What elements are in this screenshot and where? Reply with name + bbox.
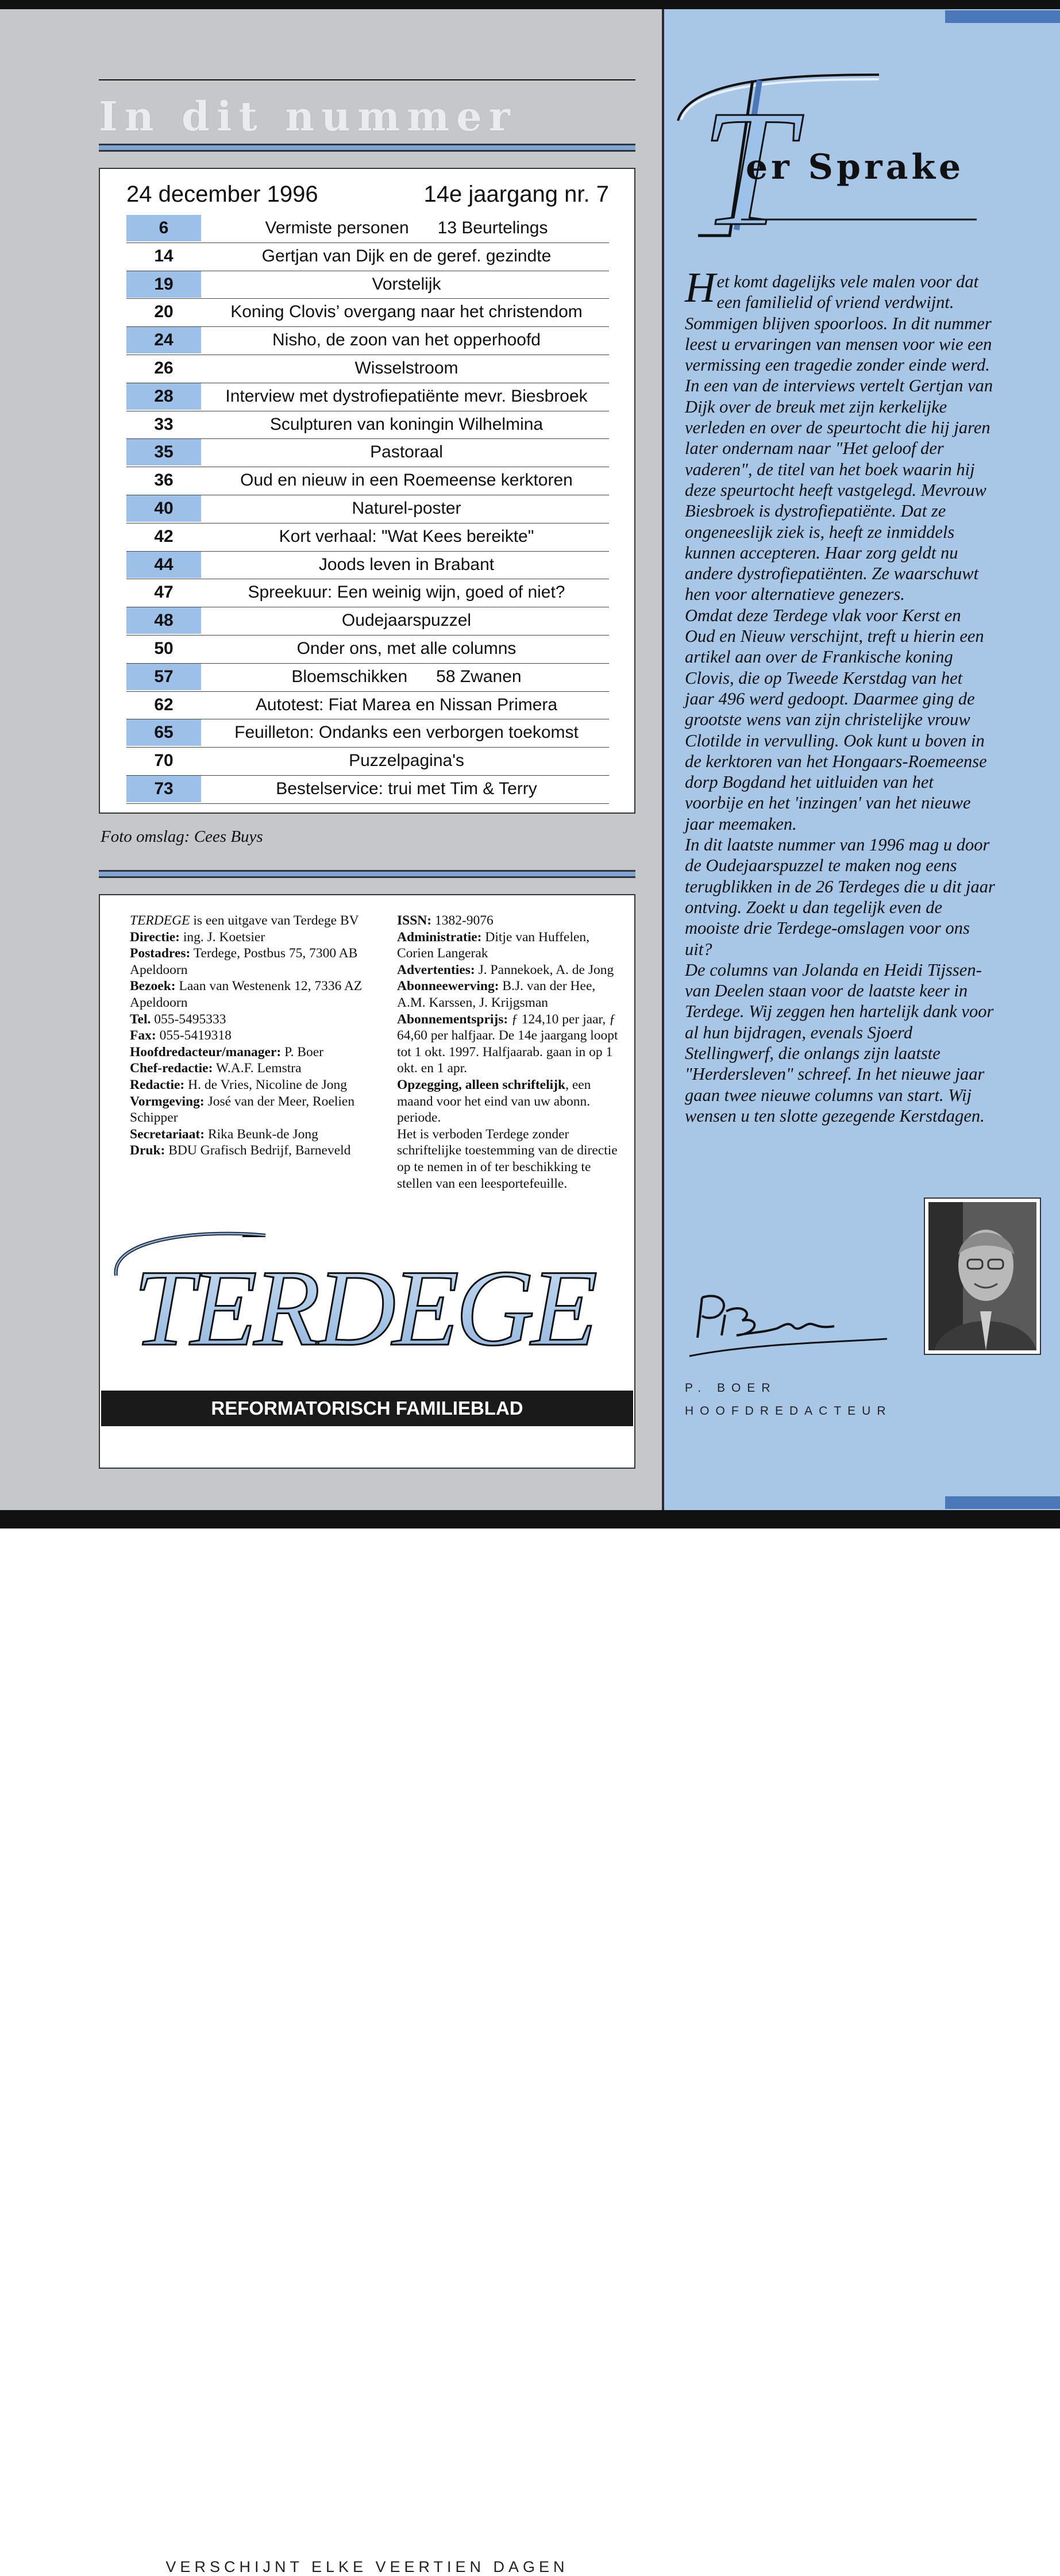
toc-page-number: 48 xyxy=(126,607,201,634)
colophon-column-2 xyxy=(397,912,621,1192)
colophon-value: , een maand voor het eind van uw abonn. periode. xyxy=(397,1077,591,1126)
colophon-entry xyxy=(130,1027,383,1044)
ter-sprake-letter: T xyxy=(701,76,794,253)
colophon-column-1 xyxy=(130,912,383,1159)
colophon-label: Redactie: xyxy=(130,1077,185,1092)
toc-page-number: 26 xyxy=(154,358,174,378)
colophon-entry xyxy=(130,945,383,978)
colophon-entry xyxy=(130,1126,383,1143)
toc-page-number: 14 xyxy=(154,246,174,265)
colophon-entry xyxy=(130,1077,383,1093)
toc-article-title: Naturel-poster xyxy=(352,498,461,518)
toc-row xyxy=(126,776,609,804)
colophon-value: Rika Beunk-de Jong xyxy=(205,1126,318,1142)
author-photo xyxy=(925,1199,1040,1354)
toc-row xyxy=(126,355,609,383)
colophon-label: Postadres: xyxy=(130,946,191,961)
toc-page-number: 70 xyxy=(154,751,174,771)
toc-row xyxy=(126,411,609,440)
colophon-value: 055-5419318 xyxy=(156,1028,232,1044)
toc-page-number: 24 xyxy=(126,327,201,353)
colophon-value: J. Pannekoek, A. de Jong xyxy=(475,962,614,977)
toc-page-number: 20 xyxy=(154,302,174,322)
toc-article-title: Vermiste personen 13 Beurtelings xyxy=(265,218,548,237)
section-title: In dit nummer xyxy=(99,93,517,140)
toc-row xyxy=(126,636,609,664)
colophon-label: Tel. xyxy=(130,1011,151,1027)
colophon-value: H. de Vries, Nicoline de Jong xyxy=(184,1077,347,1092)
toc-row xyxy=(126,215,609,243)
colophon-label: Directie: xyxy=(130,929,180,945)
colophon-value: W.A.F. Lemstra xyxy=(213,1061,302,1076)
editorial-paragraph-text: In een van de interviews vertelt Gertjan van Dijk over de breuk met zijn kerkelijke verleden en over de speurtocht die hij jaren later ondernam naar "Het geloof der vaderen", de titel van het boek waarin hij deze speurtocht heeft vastgelegd. Mevrouw Biesbroek is dystrofiepatiënte. Dat ze ongeneeslijk ziek is, heeft ze inmiddels kunnen accepteren. Haar zorg geldt nu andere dystrofiepatiënten. Ze waarschuwt hen voor alternatieve genezers. xyxy=(685,376,993,604)
colophon-entry xyxy=(397,1077,621,1126)
toc-page-number: 47 xyxy=(154,583,174,602)
colophon-entry xyxy=(130,1142,383,1159)
colophon-value: Ditje van Huffelen, Corien Langerak xyxy=(397,929,590,961)
toc-article-title: Gertjan van Dijk en de geref. gezindte xyxy=(261,246,552,265)
toc-page-number: 28 xyxy=(126,383,201,410)
colophon-label: Fax: xyxy=(130,1028,156,1044)
toc-article-title: Nisho, de zoon van het opperhoofd xyxy=(272,330,541,350)
toc-article-title: Oudejaarspuzzel xyxy=(341,611,472,630)
toc-article-title: Puzzelpagina's xyxy=(349,751,464,771)
colophon-label: TERDEGE xyxy=(130,913,190,928)
colophon-entry xyxy=(130,978,383,1011)
toc-row xyxy=(126,552,609,580)
colophon-box xyxy=(99,894,635,1469)
colophon-entry xyxy=(397,1011,621,1077)
colophon-entry xyxy=(397,929,621,962)
toc-blue-rule xyxy=(99,144,635,152)
drop-cap: H xyxy=(685,264,716,311)
toc-page-number: 6 xyxy=(126,215,201,241)
editorial-paragraph-text: De columns van Jolanda en Heidi Tijssen-van Deelen staan voor de laatste keer in Terdege. Wij zeggen hen hartelijk dank voor al hun bijdragen, evenals Sjoerd Stellingwerf, die onlangs zijn laatste "Herdersleven" schreef. In het nieuwe jaar gaan twee nieuwe columns van start. Wij wensen u ten slotte gezegende Kerstdagen. xyxy=(685,960,994,1126)
editorial-paragraph xyxy=(685,264,995,375)
colophon-entry xyxy=(397,912,621,929)
colophon-entry xyxy=(130,1044,383,1061)
toc-page-number: 65 xyxy=(126,719,201,746)
editorial-paragraph-text: et komt dagelijks vele malen voor dat een familielid of vriend verdwijnt. Sommigen blijven spoorloos. In dit nummer leest u ervaringen van mensen voor wie een vermissing een tragedie zonder einde werd. xyxy=(685,272,992,375)
colophon-label: Abonneewerving: xyxy=(397,979,499,994)
toc-page-number: 50 xyxy=(154,638,174,658)
toc-row xyxy=(126,664,609,692)
toc-row xyxy=(126,748,609,776)
author-name: P. BOER xyxy=(685,1381,777,1395)
column-title: er Sprake xyxy=(746,147,965,187)
colophon-value: ing. J. Koetsier xyxy=(179,929,265,945)
magazine-subtitle: REFORMATORISCH FAMILIEBLAD xyxy=(211,1397,523,1419)
colophon-entry xyxy=(397,962,621,979)
toc-article-title: Kort verhaal: "Wat Kees bereikte" xyxy=(279,526,534,546)
toc-article-title: Koning Clovis’ overgang naar het christendom xyxy=(230,302,583,322)
toc-top-rule xyxy=(99,79,635,80)
toc-article-title: Bloemschikken 58 Zwanen xyxy=(291,667,522,686)
toc-page-number: 44 xyxy=(126,552,201,578)
top-border xyxy=(0,0,1060,9)
signature xyxy=(685,1280,892,1361)
terdege-logo xyxy=(99,1201,635,1368)
toc-page-number: 36 xyxy=(154,471,174,490)
editorial-paragraph-text: Omdat deze Terdege vlak voor Kerst en Oud en Nieuw verschijnt, treft u hierin een artikel aan over de Frankische koning Clovis, die op Tweede Kerstdag van het jaar 496 werd gedoopt. Daarmee ging de grootste wens van zijn christelijke vrouw Clotilde in vervulling. Ook kunt u boven in de kerktoren van het Hongaars-Roemeense dorp Bogdand het uitluiden van het voorbije en het 'inzingen' van het nieuwe jaar meemaken. xyxy=(685,605,987,834)
colophon-entry xyxy=(130,1011,383,1028)
colophon-label: Vormgeving: xyxy=(130,1093,205,1109)
toc-row xyxy=(126,692,609,720)
colophon-label: Druk: xyxy=(130,1143,165,1158)
toc-article-title: Onder ons, met alle columns xyxy=(296,638,516,658)
colophon-label: Hoofdredacteur/manager: xyxy=(130,1044,282,1060)
toc-article-title: Pastoraal xyxy=(370,442,443,462)
bottom-border xyxy=(0,1510,1060,1528)
corner-tab-bottom xyxy=(945,1496,1060,1509)
corner-tab-top xyxy=(945,10,1060,23)
toc-row xyxy=(126,439,609,467)
colophon-entry xyxy=(397,978,621,1011)
toc-row xyxy=(126,607,609,636)
toc-page-number: 40 xyxy=(126,495,201,522)
toc-row xyxy=(126,579,609,607)
toc-article-title: Interview met dystrofiepatiënte mevr. Biesbroek xyxy=(225,386,588,406)
colophon-entry xyxy=(130,929,383,946)
tagline: VERSCHIJNT ELKE VEERTIEN DAGEN xyxy=(165,2558,569,2575)
colophon-value: is een uitgave van Terdege BV xyxy=(190,913,359,928)
toc-page-number: 73 xyxy=(126,776,201,802)
colophon-entry xyxy=(130,912,383,929)
colophon-value: Het is verboden Terdege zonder schriftelijke toestemming van de directie op te nemen in of ter beschikking te stellen van een leesportefeuille. xyxy=(397,1126,618,1191)
toc-article-title: Vorstelijk xyxy=(372,274,441,294)
colophon-label: Secretariaat: xyxy=(130,1126,205,1142)
colophon-value: 1382-9076 xyxy=(431,913,494,928)
issue-date: 24 december 1996 xyxy=(126,182,318,207)
colophon-label: Advertenties: xyxy=(397,962,475,977)
editorial-paragraph-text: In dit laatste nummer van 1996 mag u door de Oudejaarspuzzel te maken nog eens terugblikken in de 26 Terdeges die u dit jaar ontving. Zoekt u dan tegelijk even de mooiste drie Terdege-omslagen voor ons uit? xyxy=(685,835,995,959)
colophon-value: Terdege, Postbus 75, 7300 AB Apeldoorn xyxy=(130,946,358,977)
svg-text:P.Boer: P.Boer xyxy=(685,1280,687,1281)
toc-article-title: Wisselstroom xyxy=(354,358,458,378)
subtitle-bar xyxy=(101,1391,633,1426)
editorial-text xyxy=(685,264,995,1126)
toc-box xyxy=(99,168,635,814)
colophon-value: BDU Grafisch Bedrijf, Barneveld xyxy=(165,1143,351,1158)
colophon-value: 055-5495333 xyxy=(151,1011,226,1027)
toc-article-title: Autotest: Fiat Marea en Nissan Primera xyxy=(255,695,558,714)
toc-article-title: Joods leven in Brabant xyxy=(318,555,495,574)
toc-page-number: 19 xyxy=(126,271,201,298)
toc-article-title: Feuilleton: Ondanks een verborgen toekomst xyxy=(234,723,579,742)
toc-header xyxy=(126,182,609,207)
toc-page-number: 42 xyxy=(154,526,174,546)
toc-page-number: 57 xyxy=(126,664,201,690)
issue-number: 14e jaargang nr. 7 xyxy=(423,182,609,207)
toc-row xyxy=(126,383,609,411)
toc-row xyxy=(126,495,609,523)
toc-article-title: Oud en nieuw in een Roemeense kerktoren xyxy=(240,471,573,490)
colophon-value: Laan van Westenenk 12, 7336 AZ Apeldoorn xyxy=(130,979,363,1010)
toc-page-number: 62 xyxy=(154,695,174,714)
colophon-value: B.J. van der Hee, A.M. Karssen, J. Krijgsman xyxy=(397,979,596,1010)
toc-list xyxy=(126,215,609,804)
editorial-paragraph xyxy=(685,605,995,834)
colophon-label: Administratie: xyxy=(397,929,482,945)
colophon-value: P. Boer xyxy=(281,1044,324,1060)
editorial-paragraph xyxy=(685,375,995,604)
toc-row xyxy=(126,719,609,748)
colophon-label: Opzegging, alleen schriftelijk xyxy=(397,1077,566,1092)
colophon-entry xyxy=(397,1126,621,1192)
colophon-label: Abonnementsprijs: xyxy=(397,1011,508,1027)
toc-article-title: Sculpturen van koningin Wilhelmina xyxy=(269,414,544,434)
toc-page-number: 33 xyxy=(154,414,174,434)
colophon-label: ISSN: xyxy=(397,913,432,928)
toc-row xyxy=(126,327,609,355)
colophon-entry xyxy=(130,1093,383,1126)
editorial-paragraph xyxy=(685,834,995,960)
colophon-label: Chef-redactie: xyxy=(130,1061,213,1076)
cover-credit: Foto omslag: Cees Buys xyxy=(101,827,263,846)
toc-page-number: 35 xyxy=(126,439,201,465)
editorial-paragraph xyxy=(685,960,995,1126)
colophon-value: ƒ 124,10 per jaar, ƒ 64,60 per halfjaar. De 14e jaargang loopt tot 1 okt. 1997. Halfjaarab. gaan in op 1 okt. en 1 apr. xyxy=(397,1011,618,1076)
toc-row xyxy=(126,271,609,299)
toc-article-title: Bestelservice: trui met Tim & Terry xyxy=(276,779,537,798)
colophon-value: José van der Meer, Roelien Schipper xyxy=(130,1093,355,1126)
logo-text: TERDEGE xyxy=(133,1248,595,1368)
toc-row xyxy=(126,243,609,271)
toc-row xyxy=(126,467,609,495)
colophon-blue-rule xyxy=(99,870,635,878)
colophon-entry xyxy=(130,1060,383,1077)
toc-row xyxy=(126,523,609,552)
colophon-label: Bezoek: xyxy=(130,979,176,994)
toc-article-title: Spreekuur: Een weinig wijn, goed of niet? xyxy=(248,583,565,602)
toc-row xyxy=(126,299,609,327)
author-role: HOOFDREDACTEUR xyxy=(685,1404,892,1418)
